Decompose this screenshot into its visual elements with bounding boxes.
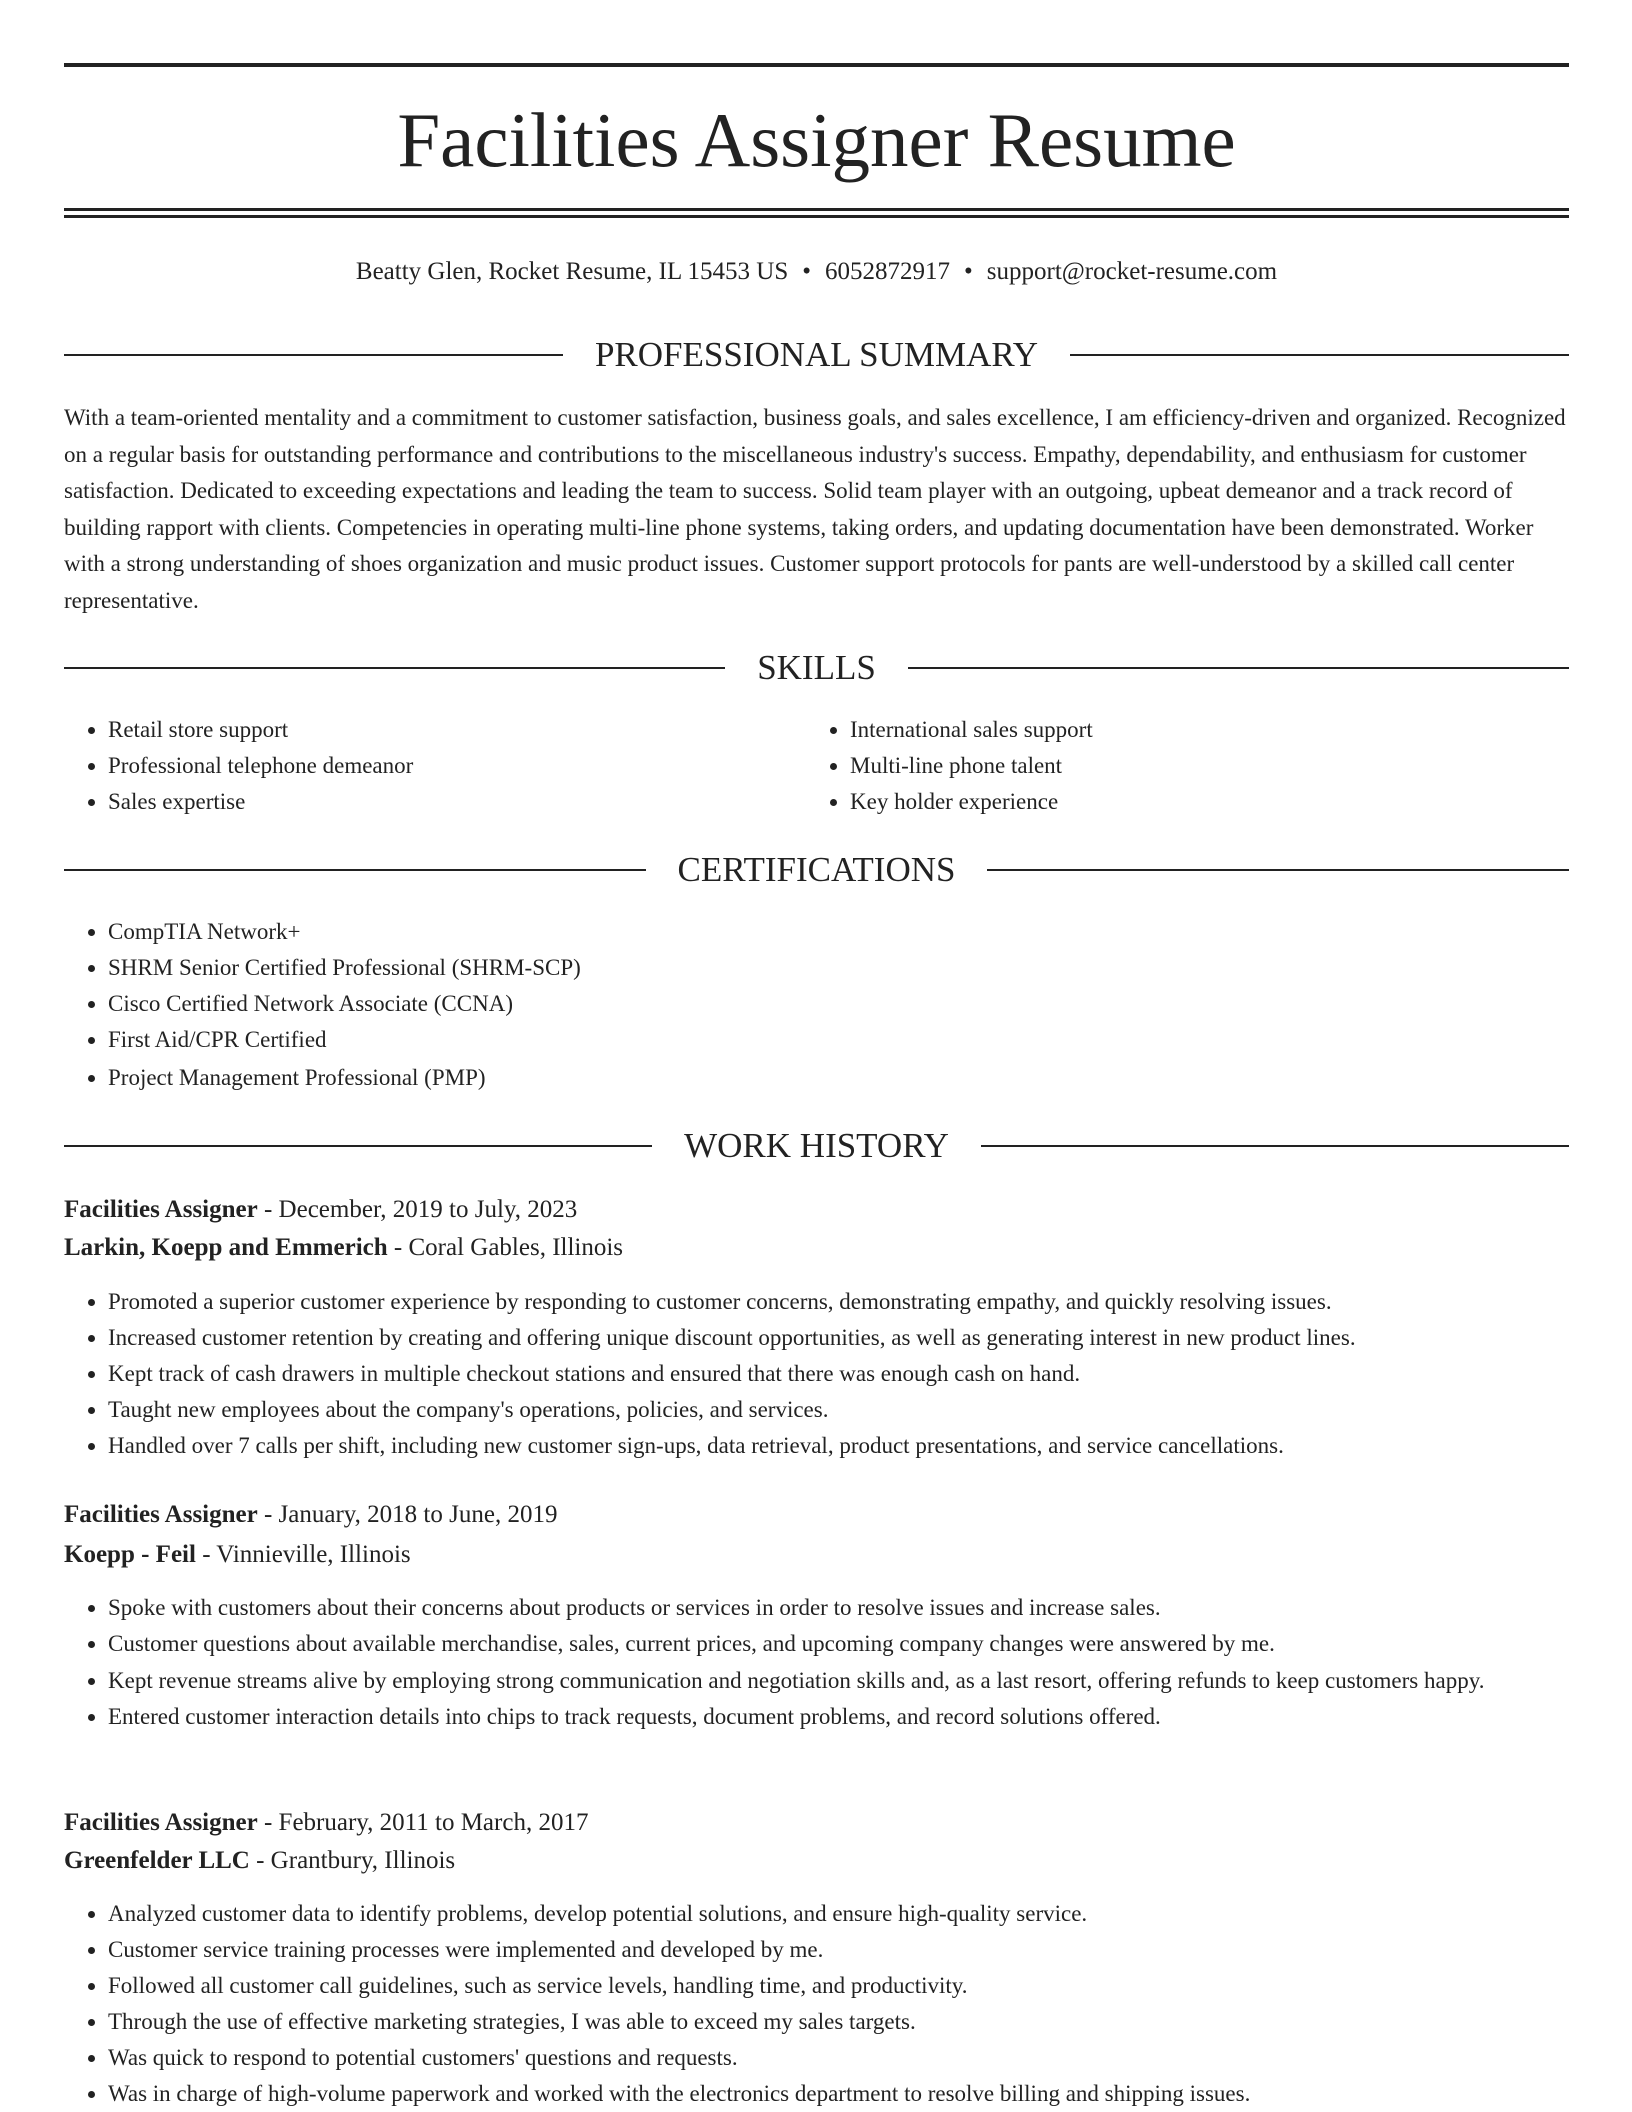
job-bullet: • Handled over 7 calls per shift, including new customer sign-ups, data retrieval, product presentations, and service cancellations. bbox=[108, 1428, 1613, 1464]
skill-item: • Retail store support bbox=[108, 712, 808, 748]
heading-rule bbox=[987, 869, 1569, 871]
certification-item: • CompTIA Network+ bbox=[108, 914, 1508, 950]
certification-item: • Cisco Certified Network Associate (CCNA) bbox=[108, 986, 1508, 1022]
job-bullet: • Followed all customer call guidelines, such as service levels, handling time, and productivity. bbox=[108, 1968, 1613, 2004]
job-bullet: • Promoted a superior customer experience by responding to customer concerns, demonstrating empathy, and quickly resolving issues. bbox=[108, 1284, 1613, 1320]
heading-rule bbox=[981, 1145, 1569, 1147]
job-bullet: • Through the use of effective marketing strategies, I was able to exceed my sales targets. bbox=[108, 2004, 1613, 2040]
job-bullet: • Kept track of cash drawers in multiple checkout stations and ensured that there was enough cash on hand. bbox=[108, 1356, 1613, 1392]
heading-rule bbox=[64, 354, 563, 356]
job-company-line bbox=[64, 1537, 1569, 1573]
job-company: Greenfelder LLC bbox=[64, 1847, 250, 1874]
contact-separator: • bbox=[802, 258, 812, 285]
job-location: - Coral Gables, Illinois bbox=[387, 1234, 624, 1261]
job-bullet: • Customer service training processes were implemented and developed by me. bbox=[108, 1932, 1613, 1968]
top-rule bbox=[64, 63, 1569, 67]
job-dates: - January, 2018 to June, 2019 bbox=[257, 1501, 558, 1528]
job-bullets bbox=[64, 1590, 1588, 1735]
job-bullet: • Was in charge of high-volume paperwork and worked with the electronics department to resolve billing and shipping issues. bbox=[108, 2076, 1613, 2112]
job-title: Facilities Assigner bbox=[64, 1501, 258, 1528]
contact-separator: • bbox=[964, 258, 973, 285]
job-company-line bbox=[64, 1230, 1569, 1266]
skill-item: • Sales expertise bbox=[108, 784, 808, 820]
heading-rule bbox=[64, 1145, 652, 1147]
job-bullet: • Taught new employees about the company's operations, policies, and services. bbox=[108, 1392, 1613, 1428]
skill-item: • Key holder experience bbox=[850, 784, 1550, 820]
work-history-heading bbox=[64, 1124, 1569, 1168]
job-bullet: • Entered customer interaction details into chips to track requests, document problems, and record solutions offered. bbox=[108, 1699, 1588, 1735]
skill-item: • Multi-line phone talent bbox=[850, 748, 1550, 784]
job-bullets bbox=[64, 1896, 1613, 2112]
summary-heading bbox=[64, 333, 1569, 377]
certifications-heading-label: CERTIFICATIONS bbox=[677, 850, 956, 889]
job-dates: - December, 2019 to July, 2023 bbox=[257, 1196, 578, 1223]
title-rule-upper bbox=[64, 208, 1569, 211]
certification-item: • First Aid/CPR Certified bbox=[108, 1022, 1508, 1058]
contact-phone: 6052872917 bbox=[825, 258, 951, 285]
job-title-line bbox=[64, 1497, 1569, 1533]
job-bullet: • Kept revenue streams alive by employing strong communication and negotiation skills and, as a last resort, offering refunds to keep customers happy. bbox=[108, 1662, 1588, 1699]
title-rule-lower bbox=[64, 215, 1569, 218]
heading-rule bbox=[64, 667, 725, 669]
heading-rule bbox=[1070, 354, 1569, 356]
job-title-line bbox=[64, 1192, 1569, 1228]
contact-line bbox=[64, 254, 1569, 290]
job-title-line bbox=[64, 1805, 1569, 1841]
skills-list-right bbox=[806, 712, 1550, 820]
job-title: Facilities Assigner bbox=[64, 1809, 258, 1836]
job-company-line bbox=[64, 1843, 1569, 1879]
skills-heading bbox=[64, 646, 1569, 690]
certification-item: • Project Management Professional (PMP) bbox=[108, 1060, 1508, 1096]
skills-list-left bbox=[64, 712, 808, 820]
heading-rule bbox=[908, 667, 1569, 669]
contact-address: Beatty Glen, Rocket Resume, IL 15453 US bbox=[355, 258, 789, 285]
job-location: - Grantbury, Illinois bbox=[249, 1847, 456, 1874]
summary-text: With a team-oriented mentality and a commitment to customer satisfaction, business goals, and sales excellence, I am efficiency-driven and organized. Recognized on a regular basis for outstanding performance and contributions to the miscellaneous industry's success. Empathy, dependability, and enthusiasm for customer satisfaction. Dedicated to exceeding expectations and leading the team to success. Solid team player with an outgoing, upbeat demeanor and a track record of building rapport with clients. Competencies in operating multi-line phone systems, taking orders, and updating documentation have been demonstrated. Worker with a strong understanding of shoes organization and music product issues. Customer support protocols for pants are well-understood by a skilled call center representative. bbox=[64, 405, 1566, 613]
skills-heading-label: SKILLS bbox=[757, 648, 876, 687]
job-bullets bbox=[64, 1284, 1613, 1464]
certifications-heading bbox=[64, 848, 1569, 892]
job-dates: - February, 2011 to March, 2017 bbox=[257, 1809, 589, 1836]
contact-email: support@rocket-resume.com bbox=[986, 258, 1278, 285]
job-bullet: • Was quick to respond to potential customers' questions and requests. bbox=[108, 2040, 1613, 2076]
job-company: Koepp - Feil bbox=[64, 1541, 196, 1568]
job-location: - Vinnieville, Illinois bbox=[195, 1541, 411, 1568]
job-title: Facilities Assigner bbox=[64, 1196, 258, 1223]
certifications-list bbox=[64, 914, 1508, 1096]
skill-item: • Professional telephone demeanor bbox=[108, 748, 808, 784]
job-bullet: • Customer questions about available merchandise, sales, current prices, and upcoming company changes were answered by me. bbox=[108, 1626, 1588, 1662]
resume-title: Facilities Assigner Resume bbox=[397, 97, 1236, 183]
heading-rule bbox=[64, 869, 646, 871]
work-history-heading-label: WORK HISTORY bbox=[684, 1126, 949, 1165]
certification-item: • SHRM Senior Certified Professional (SHRM-SCP) bbox=[108, 950, 1508, 986]
job-bullet: • Analyzed customer data to identify problems, develop potential solutions, and ensure high-quality service. bbox=[108, 1896, 1613, 1932]
skill-item: • International sales support bbox=[850, 712, 1550, 748]
summary-heading-label: PROFESSIONAL SUMMARY bbox=[594, 335, 1039, 374]
job-bullet: • Increased customer retention by creating and offering unique discount opportunities, as well as generating interest in new product lines. bbox=[108, 1320, 1613, 1356]
job-company: Larkin, Koepp and Emmerich bbox=[64, 1234, 388, 1261]
job-bullet: • Spoke with customers about their concerns about products or services in order to resolve issues and increase sales. bbox=[108, 1590, 1588, 1626]
